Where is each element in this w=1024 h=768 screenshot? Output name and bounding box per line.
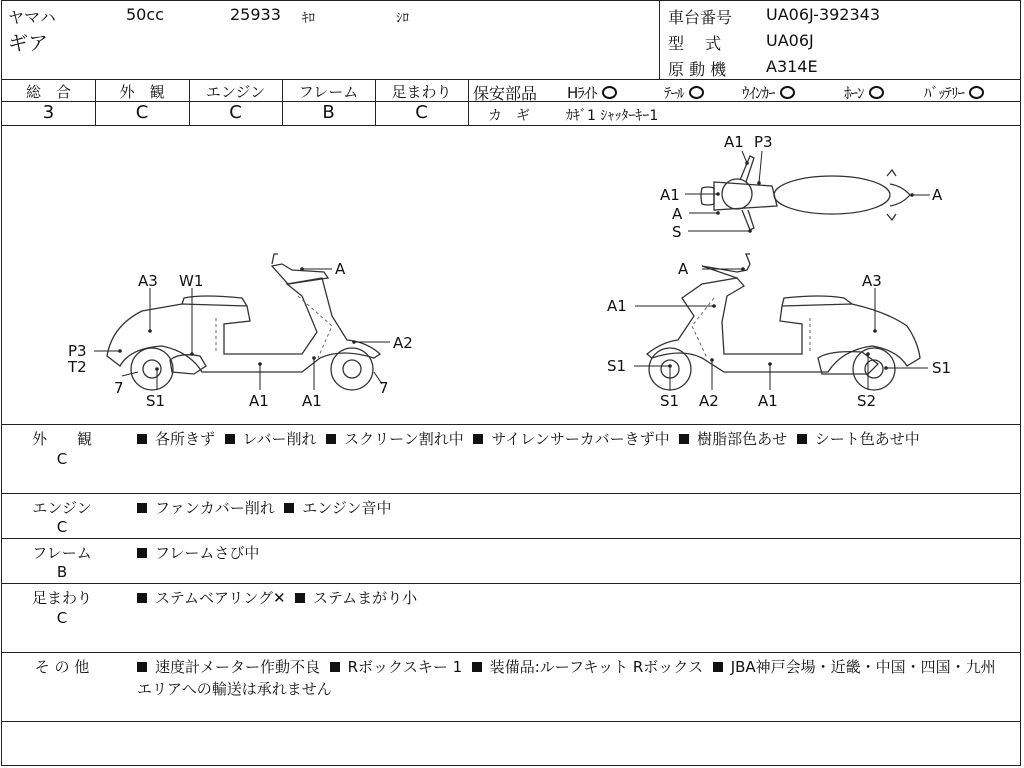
divider: [2, 493, 1020, 494]
safety-item-battery: ﾊﾞｯﾃﾘｰ: [924, 82, 984, 103]
detail-grade-exterior: C: [56, 450, 68, 468]
detail-category-exterior: 外 観: [31, 430, 92, 448]
diagram-label: A1: [607, 297, 627, 315]
model-type: UA06J: [766, 31, 814, 50]
bullet-square-icon: [330, 662, 340, 672]
score-total: 3: [42, 102, 55, 123]
divider: [2, 583, 1020, 584]
detail-grade-engine: C: [56, 518, 68, 536]
safety-item-taillight: ﾃｰﾙ: [664, 82, 704, 103]
detail-grade-frame: B: [56, 563, 68, 581]
scooter-right-view: [607, 254, 951, 410]
bullet-square-icon: [472, 662, 482, 672]
detail-notes-exterior: 各所きず レバー削れ スクリーン割れ中 サイレンサーカバーきず中 樹脂部色あせ シート色あせ中: [137, 428, 1007, 450]
bullet-square-icon: [225, 434, 235, 444]
divider: [2, 652, 1020, 653]
diagram-label: A3: [862, 272, 882, 290]
frame-no-label: 車台番号: [668, 8, 733, 27]
score-engine: C: [229, 102, 242, 123]
detail-notes-frame: フレームさび中: [137, 542, 1007, 564]
diagram-label: P3: [68, 342, 87, 360]
bullet-square-icon: [137, 434, 147, 444]
inspection-sheet: [1, 0, 1021, 766]
safety-item-horn: ﾎｰﾝ: [844, 82, 884, 103]
mileage-unit: ｷﾛ: [302, 11, 315, 26]
bullet-square-icon: [137, 593, 147, 603]
diagram-label: A1: [758, 392, 778, 410]
detail-category-suspension: 足まわり: [31, 589, 92, 607]
safety-item-winker: ｳｲﾝｶｰ: [742, 82, 795, 103]
ok-circle-icon: [869, 86, 884, 99]
score-frame: B: [322, 102, 335, 123]
safety-item-headlight: Hﾗｲﾄ: [567, 82, 617, 103]
diagram-label: A: [672, 205, 683, 223]
diagram-label: A3: [138, 272, 158, 290]
score-header-suspension: 足まわり: [391, 83, 452, 101]
diagram-label: 7: [379, 379, 389, 397]
diagram-label: S1: [932, 359, 952, 377]
bullet-square-icon: [295, 593, 305, 603]
maker: ヤマハ: [8, 8, 56, 27]
diagram-label: A: [932, 186, 943, 204]
model-name: ギア: [8, 31, 48, 55]
score-header-frame: フレーム: [298, 83, 359, 101]
engine-code: A314E: [766, 57, 818, 76]
diagram-label: A1: [302, 392, 322, 410]
bullet-square-icon: [679, 434, 689, 444]
diagram-label: S1: [146, 392, 166, 410]
displacement: 50cc: [126, 5, 164, 24]
diagram-label: T2: [68, 358, 87, 376]
diagram-label: A1: [660, 186, 680, 204]
diagram-label: 7: [114, 379, 124, 397]
diagram-label: S1: [607, 357, 627, 375]
detail-notes-engine: ファンカバー削れ エンジン音中: [137, 497, 1007, 519]
score-header-engine: エンジン: [205, 83, 266, 101]
ok-circle-icon: [689, 86, 704, 99]
detail-notes-suspension: ステムベアリング✕ ステムまがり小: [137, 587, 1007, 609]
engine-label: 原 動 機: [668, 60, 727, 79]
bullet-square-icon: [326, 434, 336, 444]
ok-circle-icon: [780, 86, 795, 99]
bullet-square-icon: [137, 662, 147, 672]
mileage: 25933: [230, 5, 281, 24]
diagram-label: S2: [857, 392, 877, 410]
diagram-label: A: [678, 260, 689, 278]
vehicle-color: ｼﾛ: [396, 11, 409, 26]
damage-diagram: [2, 126, 1020, 424]
detail-category-engine: エンジン: [32, 499, 92, 517]
diagram-label: S: [672, 223, 682, 241]
key-value: ｶｷﾞ1 ｼｬｯﾀｰｷｰ1: [566, 108, 659, 124]
diagram-label: A: [335, 260, 346, 278]
divider: [468, 79, 469, 125]
detail-category-frame: フレーム: [32, 544, 92, 562]
key-label: カ ギ: [488, 108, 530, 124]
scooter-left-view: [67, 254, 413, 410]
bullet-square-icon: [797, 434, 807, 444]
ok-circle-icon: [969, 86, 984, 99]
detail-notes-other: 速度計メーター作動不良 Rボックスキー 1 装備品:ルーフキット Rボックス JBA神戸会場・近畿・中国・四国・九州エリアへの輸送は承れません: [137, 658, 996, 698]
ok-circle-icon: [602, 86, 617, 99]
divider: [2, 721, 1020, 722]
bullet-square-icon: [137, 548, 147, 558]
bullet-square-icon: [284, 503, 294, 513]
detail-category-other: そ の 他: [34, 658, 90, 676]
diagram-label: W1: [179, 272, 204, 290]
detail-grade-suspension: C: [56, 609, 68, 627]
bullet-square-icon: [713, 662, 723, 672]
score-header-exterior: 外 観: [119, 83, 165, 101]
divider: [2, 538, 1020, 539]
frame-no: UA06J-392343: [766, 5, 881, 24]
diagram-label: A1: [249, 392, 269, 410]
diagram-label: S1: [660, 392, 680, 410]
header-divider: [659, 1, 660, 79]
bullet-square-icon: [473, 434, 483, 444]
score-suspension: C: [415, 102, 428, 123]
safety-label: 保安部品: [473, 84, 538, 103]
score-header-total: 総 合: [25, 83, 71, 101]
model-type-label: 型 式: [668, 34, 722, 53]
diagram-label: A2: [393, 334, 413, 352]
diagram-label: A2: [699, 392, 719, 410]
divider: [2, 79, 1020, 80]
score-exterior: C: [135, 102, 149, 123]
bullet-square-icon: [137, 503, 147, 513]
divider: [2, 424, 1020, 425]
scooter-top-view: [660, 133, 943, 241]
diagram-label: P3: [754, 133, 773, 151]
diagram-label: A1: [724, 133, 744, 151]
